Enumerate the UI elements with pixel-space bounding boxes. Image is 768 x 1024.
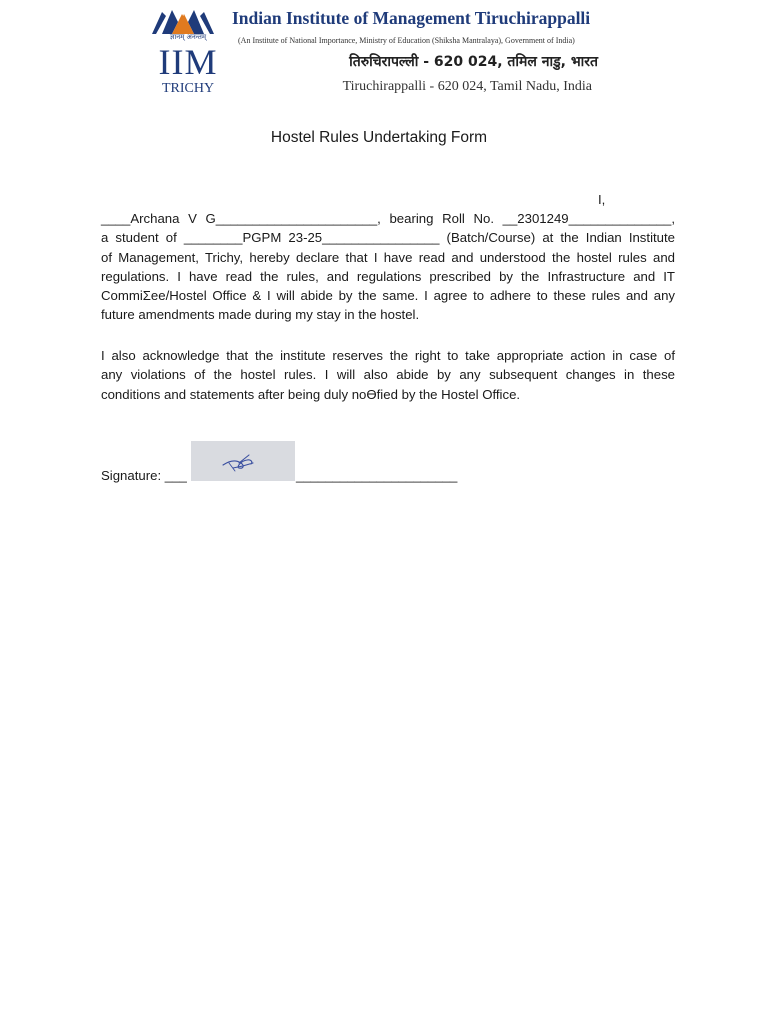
paragraph-line: ____Archana V G______________________, bearing Roll No. __2301249______________,: [101, 211, 675, 226]
signature-line: ______________________: [296, 468, 458, 483]
institute-subtitle: (An Institute of National Importance, Ministry of Education (Shiksha Mantralaya), Government of India): [238, 36, 575, 45]
form-title: Hostel Rules Undertaking Form: [270, 129, 488, 146]
paragraph-line: any violations of the hostel rules. I will also abide by any subsequent changes in these: [101, 367, 675, 383]
logo-iim-text: IIM: [158, 42, 218, 82]
iim-trichy-logo: [152, 6, 224, 100]
signature-image: [191, 441, 295, 481]
logo-tagline: ज्ञानम् अनन्तम्: [169, 33, 207, 41]
acknowledgement-paragraph: [101, 346, 675, 404]
institute-english-address: Tiruchirappalli - 620 024, Tamil Nadu, India: [342, 79, 592, 94]
paragraph-line: CommiΣee/Hostel Office & I will abide by the same. I agree to adhere to these rules and any: [101, 288, 675, 304]
signature-label: Signature: ___: [101, 468, 187, 483]
paragraph-line: a student of ________PGPM 23-25________________ (Batch/Course) at the Indian Institute: [101, 230, 675, 246]
paragraph-line: I also acknowledge that the institute reserves the right to take appropriate action in case of: [101, 348, 675, 363]
declaration-pronoun: I,: [598, 192, 606, 207]
letterhead: [152, 6, 600, 100]
handwritten-signature-icon: [191, 441, 295, 481]
institute-name: Indian Institute of Management Tiruchirappalli: [232, 8, 591, 28]
logo-trichy-text: TRICHY: [161, 81, 215, 96]
institute-hindi-address: तिरुचिरापल्ली - 620 024, तमिल नाडु, भारत: [349, 54, 598, 70]
paragraph-line: conditions and statements after being duly noϴfied by the Hostel Office.: [101, 386, 521, 402]
paragraph-line: of Management, Trichy, hereby declare that I have read and understood the hostel rules and: [101, 249, 675, 265]
paragraph-line: regulations. I have read the rules, and regulations prescribed by the Infrastructure and IT: [101, 268, 675, 284]
declaration-paragraph: [101, 209, 675, 325]
paragraph-line: future amendments made during my stay in the hostel.: [101, 307, 420, 323]
logo-emblem-icon: [152, 6, 224, 36]
